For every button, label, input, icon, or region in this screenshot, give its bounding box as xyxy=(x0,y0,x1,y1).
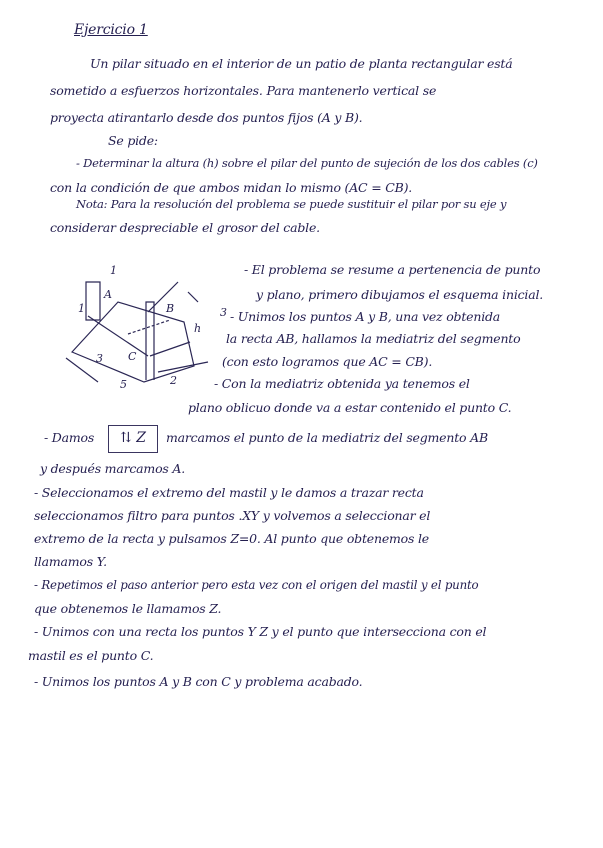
step-line: - Repetimos el paso anterior pero esta vez con el origen del mastil y el punto xyxy=(34,578,479,592)
exercise-title: Ejercicio 1 xyxy=(74,22,148,38)
step-line: - Unimos los puntos A y B con C y problema acabado. xyxy=(34,674,363,689)
sketch-pillar xyxy=(146,302,154,380)
sketch-left-post xyxy=(86,282,100,320)
sketch-label-five: 5 xyxy=(120,378,127,391)
sketch-label-three-mid: 3 xyxy=(96,352,103,365)
sketch-label-c: C xyxy=(128,350,137,363)
intro-line: proyecta atirantarlo desde dos puntos fijos (A y B). xyxy=(50,110,363,125)
step-line: mastil es el punto C. xyxy=(28,648,154,663)
sketch-label-three-right: 3 xyxy=(220,306,227,319)
z-axis-box xyxy=(108,425,158,453)
damos-prefix: - Damos xyxy=(44,430,95,445)
damos-suffix: marcamos el punto de la mediatriz del segmento AB xyxy=(166,430,488,445)
explanation-line: - Unimos los puntos A y B, una vez obtenida xyxy=(230,309,501,324)
z-label: Z xyxy=(136,430,146,446)
note-line: considerar despreciable el grosor del cable. xyxy=(50,220,320,235)
sketch-label-one-top: 1 xyxy=(110,264,117,277)
step-line: que obtenemos le llamamos Z. xyxy=(34,601,222,616)
step-line: seleccionamos filtro para puntos .XY y volvemos a seleccionar el xyxy=(34,508,431,523)
explanation-line: - El problema se resume a pertenencia de punto xyxy=(244,262,541,277)
step-line: llamamos Y. xyxy=(34,554,107,569)
se-pide-heading: Se pide: xyxy=(108,133,158,148)
sketch-label-a: A xyxy=(104,288,112,301)
z-arrow-icon: ⇅ xyxy=(120,430,132,446)
step-line: extremo de la recta y pulsamos Z=0. Al punto que obtenemos le xyxy=(34,531,429,546)
sketch-label-two: 2 xyxy=(170,374,177,387)
step-line: - Unimos con una recta los puntos Y Z y el punto que intersecciona con el xyxy=(34,624,487,639)
explanation-line: - Con la mediatriz obtenida ya tenemos el xyxy=(214,376,470,391)
task-line: - Determinar la altura (h) sobre el pilar del punto de sujeción de los dos cables (c) xyxy=(76,156,538,170)
explanation-line: la recta AB, hallamos la mediatriz del segmento xyxy=(226,331,521,346)
sketch-label-one-left: 1 xyxy=(78,302,85,315)
intro-line: sometido a esfuerzos horizontales. Para mantenerlo vertical se xyxy=(50,83,437,98)
step-line: - Seleccionamos el extremo del mastil y le damos a trazar recta xyxy=(34,485,424,500)
sketch-right-cable xyxy=(150,342,190,356)
sketch-plane-outline xyxy=(72,302,194,382)
note-line: Nota: Para la resolución del problema se puede sustituir el pilar por su eje y xyxy=(76,197,507,211)
sketch-arrow xyxy=(188,292,198,302)
sketch-dimension-line xyxy=(66,358,98,382)
sketch-label-b: B xyxy=(166,302,175,315)
explanation-line: plano oblicuo donde va a estar contenido el punto C. xyxy=(188,400,512,415)
sketch-mediatrix xyxy=(128,320,170,334)
task-line: con la condición de que ambos midan lo mismo (AC = CB). xyxy=(50,180,413,195)
step-line: y después marcamos A. xyxy=(40,461,185,476)
pillar-sketch xyxy=(58,262,227,412)
sketch-label-h: h xyxy=(194,322,202,335)
sketch-left-cable xyxy=(88,316,148,356)
explanation-line: (con esto logramos que AC = CB). xyxy=(222,354,433,369)
sketch-dimension-line xyxy=(158,362,208,372)
explanation-line: y plano, primero dibujamos el esquema inicial. xyxy=(256,287,544,302)
intro-line: Un pilar situado en el interior de un patio de planta rectangular está xyxy=(90,56,513,71)
